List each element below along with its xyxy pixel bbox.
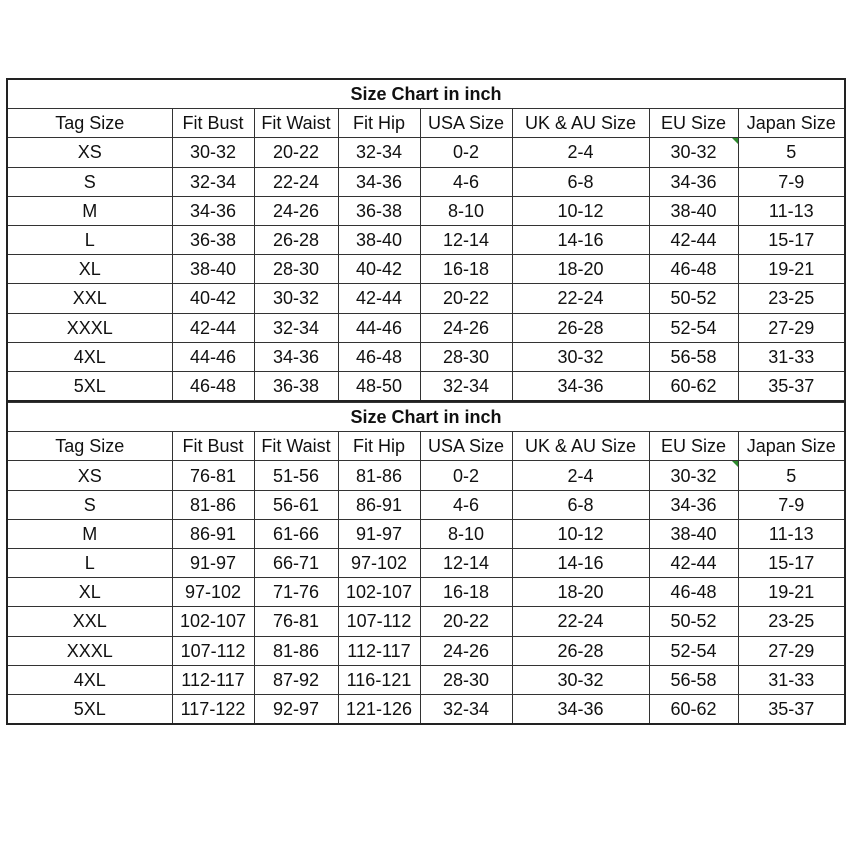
cell-usa-size: 8-10 <box>420 519 512 548</box>
cell-uk-au-size: 30-32 <box>512 342 649 371</box>
cell-tag-size: XS <box>7 461 172 490</box>
cell-fit-waist: 66-71 <box>254 549 338 578</box>
cell-eu-size: 46-48 <box>649 578 738 607</box>
cell-fit-waist: 22-24 <box>254 167 338 196</box>
cell-fit-bust: 117-122 <box>172 694 254 724</box>
cell-japan-size: 11-13 <box>738 519 845 548</box>
cell-fit-bust: 40-42 <box>172 284 254 313</box>
cell-eu-size: 50-52 <box>649 607 738 636</box>
col-header-uk-au-size: UK & AU Size <box>512 109 649 138</box>
cell-usa-size: 12-14 <box>420 549 512 578</box>
cell-fit-bust: 38-40 <box>172 255 254 284</box>
cell-tag-size: XXL <box>7 284 172 313</box>
cell-fit-hip: 116-121 <box>338 665 420 694</box>
cell-fit-waist: 20-22 <box>254 138 338 167</box>
cell-uk-au-size: 14-16 <box>512 225 649 254</box>
cell-fit-bust: 42-44 <box>172 313 254 342</box>
cell-fit-hip: 32-34 <box>338 138 420 167</box>
cell-fit-hip: 112-117 <box>338 636 420 665</box>
cell-japan-size: 31-33 <box>738 665 845 694</box>
cell-usa-size: 4-6 <box>420 167 512 196</box>
cell-tag-size: S <box>7 167 172 196</box>
cell-usa-size: 12-14 <box>420 225 512 254</box>
table-row <box>7 138 845 167</box>
col-header-fit-waist: Fit Waist <box>254 109 338 138</box>
cell-eu-size: 34-36 <box>649 490 738 519</box>
table-body <box>7 461 845 724</box>
cell-uk-au-size: 18-20 <box>512 255 649 284</box>
cell-japan-size: 35-37 <box>738 694 845 724</box>
cell-fit-hip: 44-46 <box>338 313 420 342</box>
cell-japan-size: 31-33 <box>738 342 845 371</box>
cell-fit-waist: 34-36 <box>254 342 338 371</box>
table-row <box>7 342 845 371</box>
cell-tag-size: XXXL <box>7 636 172 665</box>
cell-eu-size: 60-62 <box>649 694 738 724</box>
table-row <box>7 225 845 254</box>
col-header-fit-hip: Fit Hip <box>338 432 420 461</box>
cell-japan-size: 15-17 <box>738 225 845 254</box>
cell-fit-bust: 30-32 <box>172 138 254 167</box>
cell-tag-size: L <box>7 549 172 578</box>
cell-tag-size: 5XL <box>7 694 172 724</box>
cell-japan-size: 27-29 <box>738 313 845 342</box>
table-row <box>7 607 845 636</box>
cell-usa-size: 0-2 <box>420 138 512 167</box>
table-row <box>7 196 845 225</box>
cell-usa-size: 28-30 <box>420 342 512 371</box>
table-row <box>7 578 845 607</box>
table-body <box>7 138 845 401</box>
cell-fit-bust: 44-46 <box>172 342 254 371</box>
cell-eu-size: 34-36 <box>649 167 738 196</box>
table-row <box>7 371 845 401</box>
cell-tag-size: XXL <box>7 607 172 636</box>
table-row <box>7 255 845 284</box>
cell-uk-au-size: 2-4 <box>512 138 649 167</box>
cell-tag-size: XXXL <box>7 313 172 342</box>
cell-eu-size: 42-44 <box>649 549 738 578</box>
cell-fit-hip: 34-36 <box>338 167 420 196</box>
cell-eu-size: 38-40 <box>649 196 738 225</box>
cell-tag-size: XL <box>7 255 172 284</box>
table-row <box>7 284 845 313</box>
size-table-second <box>6 402 846 725</box>
cell-eu-size: 60-62 <box>649 371 738 401</box>
cell-uk-au-size: 30-32 <box>512 665 649 694</box>
table-row <box>7 519 845 548</box>
cell-tag-size: M <box>7 519 172 548</box>
table-row <box>7 313 845 342</box>
cell-usa-size: 8-10 <box>420 196 512 225</box>
cell-uk-au-size: 18-20 <box>512 578 649 607</box>
cell-usa-size: 16-18 <box>420 255 512 284</box>
cell-fit-bust: 36-38 <box>172 225 254 254</box>
table-row <box>7 694 845 724</box>
cell-fit-waist: 51-56 <box>254 461 338 490</box>
cell-japan-size: 27-29 <box>738 636 845 665</box>
cell-fit-waist: 56-61 <box>254 490 338 519</box>
cell-fit-bust: 107-112 <box>172 636 254 665</box>
cell-usa-size: 24-26 <box>420 636 512 665</box>
cell-uk-au-size: 6-8 <box>512 490 649 519</box>
cell-japan-size: 19-21 <box>738 578 845 607</box>
cell-usa-size: 4-6 <box>420 490 512 519</box>
table-title: Size Chart in inch <box>7 403 845 432</box>
cell-fit-bust: 34-36 <box>172 196 254 225</box>
cell-japan-size: 19-21 <box>738 255 845 284</box>
cell-usa-size: 24-26 <box>420 313 512 342</box>
cell-fit-hip: 107-112 <box>338 607 420 636</box>
header-row <box>7 109 845 138</box>
cell-uk-au-size: 22-24 <box>512 284 649 313</box>
cell-fit-hip: 81-86 <box>338 461 420 490</box>
cell-uk-au-size: 26-28 <box>512 636 649 665</box>
cell-usa-size: 32-34 <box>420 371 512 401</box>
cell-fit-bust: 102-107 <box>172 607 254 636</box>
cell-usa-size: 20-22 <box>420 607 512 636</box>
cell-japan-size: 7-9 <box>738 167 845 196</box>
col-header-fit-waist: Fit Waist <box>254 432 338 461</box>
table-title-row <box>7 403 845 432</box>
col-header-tag-size: Tag Size <box>7 432 172 461</box>
cell-eu-size: 50-52 <box>649 284 738 313</box>
col-header-japan-size: Japan Size <box>738 432 845 461</box>
cell-fit-waist: 87-92 <box>254 665 338 694</box>
table-row <box>7 167 845 196</box>
table-row <box>7 461 845 490</box>
cell-japan-size: 11-13 <box>738 196 845 225</box>
cell-fit-hip: 91-97 <box>338 519 420 548</box>
size-chart <box>6 78 844 725</box>
cell-usa-size: 28-30 <box>420 665 512 694</box>
cell-uk-au-size: 26-28 <box>512 313 649 342</box>
cell-japan-size: 5 <box>738 138 845 167</box>
cell-fit-hip: 48-50 <box>338 371 420 401</box>
cell-fit-waist: 28-30 <box>254 255 338 284</box>
cell-eu-size: 56-58 <box>649 342 738 371</box>
table-title-row <box>7 79 845 109</box>
col-header-eu-size: EU Size <box>649 109 738 138</box>
cell-fit-hip: 38-40 <box>338 225 420 254</box>
col-header-tag-size: Tag Size <box>7 109 172 138</box>
cell-fit-bust: 32-34 <box>172 167 254 196</box>
table-row <box>7 665 845 694</box>
cell-fit-hip: 46-48 <box>338 342 420 371</box>
cell-tag-size: M <box>7 196 172 225</box>
table-row <box>7 490 845 519</box>
cell-fit-waist: 24-26 <box>254 196 338 225</box>
cell-fit-hip: 121-126 <box>338 694 420 724</box>
cell-japan-size: 7-9 <box>738 490 845 519</box>
col-header-fit-hip: Fit Hip <box>338 109 420 138</box>
cell-eu-size: 52-54 <box>649 636 738 665</box>
cell-corner-marker <box>732 138 738 144</box>
cell-fit-waist: 26-28 <box>254 225 338 254</box>
cell-fit-bust: 76-81 <box>172 461 254 490</box>
cell-uk-au-size: 6-8 <box>512 167 649 196</box>
cell-japan-size: 23-25 <box>738 284 845 313</box>
cell-usa-size: 20-22 <box>420 284 512 313</box>
cell-fit-hip: 40-42 <box>338 255 420 284</box>
cell-fit-waist: 81-86 <box>254 636 338 665</box>
table-row <box>7 549 845 578</box>
cell-fit-waist: 32-34 <box>254 313 338 342</box>
header-row <box>7 432 845 461</box>
col-header-eu-size: EU Size <box>649 432 738 461</box>
cell-tag-size: S <box>7 490 172 519</box>
col-header-usa-size: USA Size <box>420 109 512 138</box>
cell-eu-size: 42-44 <box>649 225 738 254</box>
cell-usa-size: 16-18 <box>420 578 512 607</box>
cell-uk-au-size: 2-4 <box>512 461 649 490</box>
cell-tag-size: 4XL <box>7 665 172 694</box>
col-header-fit-bust: Fit Bust <box>172 432 254 461</box>
cell-usa-size: 0-2 <box>420 461 512 490</box>
cell-japan-size: 15-17 <box>738 549 845 578</box>
size-table-inch <box>6 78 846 402</box>
cell-uk-au-size: 34-36 <box>512 371 649 401</box>
cell-japan-size: 23-25 <box>738 607 845 636</box>
cell-fit-bust: 91-97 <box>172 549 254 578</box>
cell-eu-size: 52-54 <box>649 313 738 342</box>
cell-tag-size: L <box>7 225 172 254</box>
cell-eu-size: 46-48 <box>649 255 738 284</box>
cell-fit-hip: 36-38 <box>338 196 420 225</box>
cell-fit-waist: 92-97 <box>254 694 338 724</box>
cell-eu-size: 56-58 <box>649 665 738 694</box>
cell-tag-size: 5XL <box>7 371 172 401</box>
cell-fit-waist: 30-32 <box>254 284 338 313</box>
cell-eu-size: 30-32 <box>649 138 738 167</box>
cell-japan-size: 5 <box>738 461 845 490</box>
table-title: Size Chart in inch <box>7 79 845 109</box>
cell-tag-size: XL <box>7 578 172 607</box>
cell-fit-hip: 102-107 <box>338 578 420 607</box>
cell-usa-size: 32-34 <box>420 694 512 724</box>
cell-fit-waist: 36-38 <box>254 371 338 401</box>
cell-tag-size: 4XL <box>7 342 172 371</box>
cell-fit-waist: 61-66 <box>254 519 338 548</box>
cell-fit-bust: 112-117 <box>172 665 254 694</box>
cell-fit-hip: 97-102 <box>338 549 420 578</box>
table-row <box>7 636 845 665</box>
cell-eu-size: 30-32 <box>649 461 738 490</box>
cell-uk-au-size: 14-16 <box>512 549 649 578</box>
cell-fit-bust: 86-91 <box>172 519 254 548</box>
cell-uk-au-size: 34-36 <box>512 694 649 724</box>
col-header-usa-size: USA Size <box>420 432 512 461</box>
cell-fit-bust: 97-102 <box>172 578 254 607</box>
cell-fit-bust: 81-86 <box>172 490 254 519</box>
col-header-fit-bust: Fit Bust <box>172 109 254 138</box>
cell-japan-size: 35-37 <box>738 371 845 401</box>
col-header-uk-au-size: UK & AU Size <box>512 432 649 461</box>
cell-fit-hip: 86-91 <box>338 490 420 519</box>
cell-eu-size: 38-40 <box>649 519 738 548</box>
cell-fit-bust: 46-48 <box>172 371 254 401</box>
cell-fit-hip: 42-44 <box>338 284 420 313</box>
cell-uk-au-size: 22-24 <box>512 607 649 636</box>
cell-tag-size: XS <box>7 138 172 167</box>
cell-uk-au-size: 10-12 <box>512 196 649 225</box>
cell-fit-waist: 76-81 <box>254 607 338 636</box>
cell-uk-au-size: 10-12 <box>512 519 649 548</box>
cell-corner-marker <box>732 461 738 467</box>
cell-fit-waist: 71-76 <box>254 578 338 607</box>
col-header-japan-size: Japan Size <box>738 109 845 138</box>
